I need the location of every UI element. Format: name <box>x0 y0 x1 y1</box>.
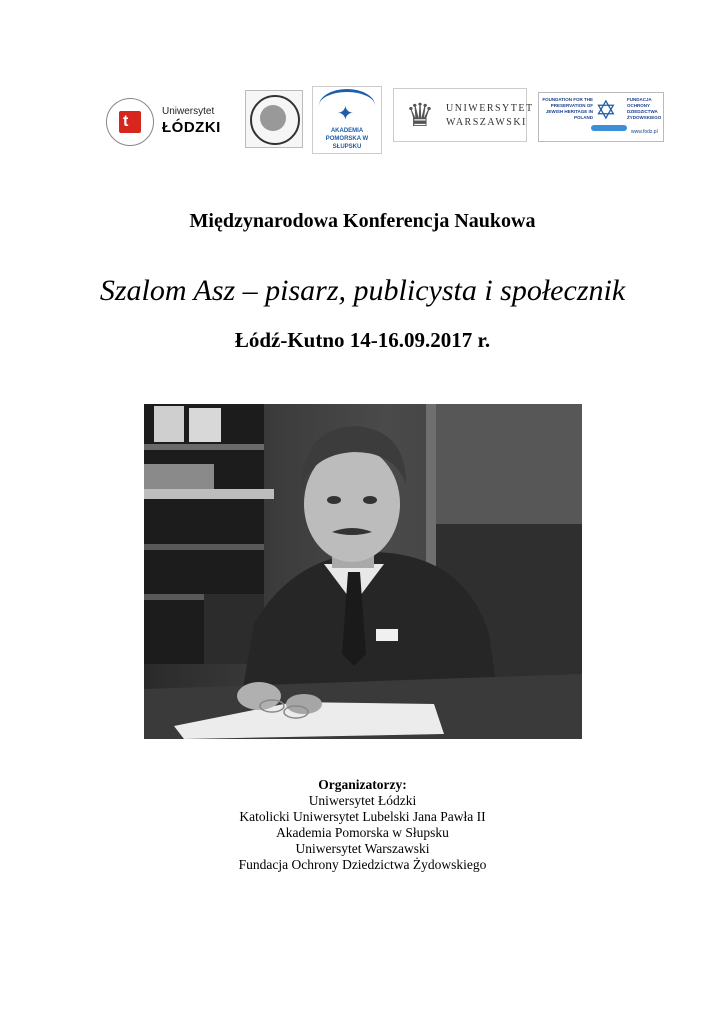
fodz-logo <box>538 92 664 142</box>
place-and-date: Łódź-Kutno 14-16.09.2017 r. <box>234 328 491 352</box>
eagle-icon: ♛ <box>405 97 435 133</box>
organizer-item: Fundacja Ochrony Dziedzictwa Żydowskiego <box>238 857 487 872</box>
star-of-david-icon: ✡ <box>595 95 617 125</box>
organizer-item: Katolicki Uniwersytet Lubelski Jana Pawła II <box>239 809 486 824</box>
organizer-item: Uniwersytet Warszawski <box>295 841 430 856</box>
portrait-photo <box>144 404 582 739</box>
lodz-university-wordmark <box>162 106 232 136</box>
fodz-logo-url: www.fodz.pl <box>631 129 658 135</box>
conference-title: Szalom Asz – pisarz, publicysta i społecznik <box>99 274 626 307</box>
griffin-icon: ✦ <box>337 103 354 125</box>
lodz-wordmark-line1: Uniwersytet <box>162 106 215 117</box>
wave-icon <box>591 125 627 131</box>
portrait-illustration <box>144 404 582 739</box>
kul-seal-logo <box>245 90 303 148</box>
organizer-item: Akademia Pomorska w Słupsku <box>276 825 449 840</box>
uw-logo <box>393 88 534 142</box>
akademia-logo-text: AKADEMIA POMORSKA W SŁUPSKU <box>325 128 369 150</box>
fodz-logo-english-text: FOUNDATION FOR THE PRESERVATION OF JEWISH HERITAGE IN POLAND <box>542 97 593 120</box>
organizers-block <box>0 777 725 873</box>
organizers-heading: Organizatorzy: <box>318 777 407 792</box>
logo-strip <box>0 84 725 154</box>
conference-heading: Międzynarodowa Konferencja Naukowa <box>189 210 536 232</box>
lodz-t-icon: t <box>123 113 129 130</box>
kul-seal-eagle-icon <box>260 105 286 131</box>
lodz-university-seal-logo <box>106 98 154 146</box>
akademia-pomorska-logo <box>312 86 382 154</box>
fodz-logo-polish-text: FUNDACJA OCHRONY DZIEDZICTWA ŻYDOWSKIEGO <box>627 97 662 120</box>
organizer-item: Uniwersytet Łódzki <box>308 793 417 808</box>
uw-logo-line2: WARSZAWSKI <box>446 117 527 128</box>
uw-logo-line1: UNIWERSYTET <box>446 103 534 114</box>
lodz-wordmark-line2: ŁÓDZKI <box>162 119 221 136</box>
